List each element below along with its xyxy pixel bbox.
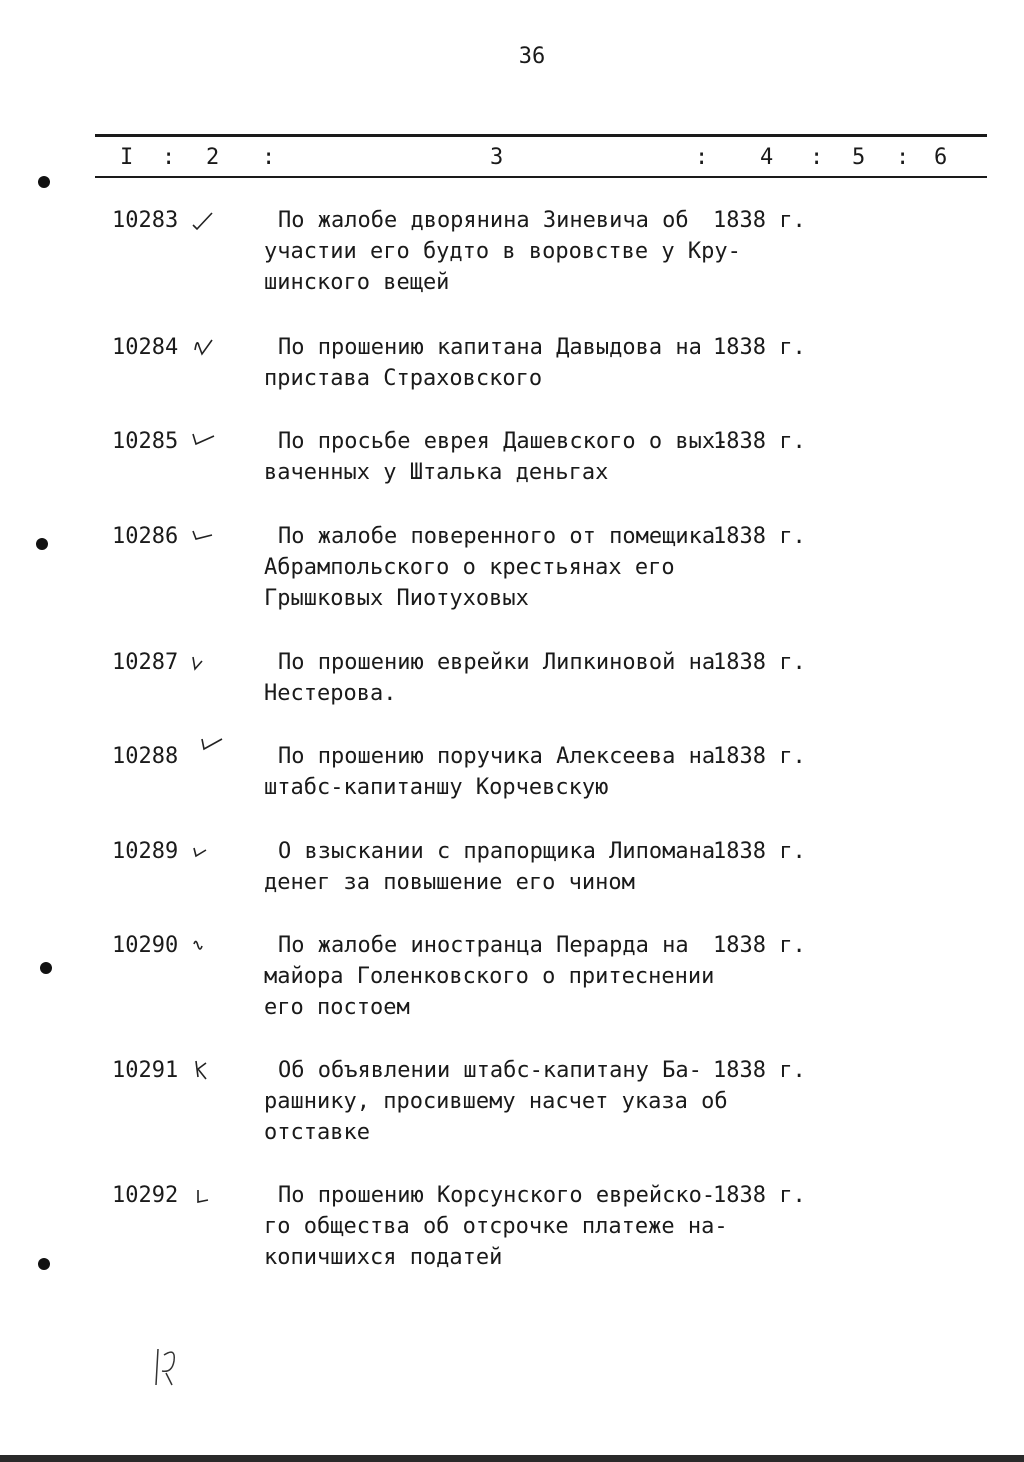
entry-title-line: рашнику, просившему насчет указа об xyxy=(264,1089,728,1114)
entry-number: 10291 xyxy=(112,1058,179,1083)
entry-number: 10290 xyxy=(112,933,179,958)
check-mark-icon xyxy=(198,735,224,759)
entry-title-line: По прошению Корсунского еврейско- xyxy=(278,1183,716,1208)
entry-title-line: участии его будто в воровстве у Кру- xyxy=(264,239,741,264)
entry-number: 10287 xyxy=(112,650,179,675)
punch-hole-mark xyxy=(40,962,52,974)
entry-number: 10292 xyxy=(112,1183,179,1208)
entry-title-line: его постоем xyxy=(264,995,410,1020)
punch-hole-mark xyxy=(36,538,48,550)
header-sep-4: : xyxy=(810,145,824,170)
entry-year: 1838 г. xyxy=(713,1183,806,1208)
entry-title-line: денег за повышение его чином xyxy=(264,870,635,895)
check-mark-icon xyxy=(190,838,216,862)
entry-title-line: По прошению капитана Давыдова на xyxy=(278,335,702,360)
header-rule-top xyxy=(95,134,987,137)
entry-title-line: По прошению поручика Алексеева на xyxy=(278,744,716,769)
check-mark-icon xyxy=(190,334,216,358)
entry-title-line: По жалобе дворянина Зиневича об xyxy=(278,208,689,233)
check-mark-icon xyxy=(190,1057,216,1081)
entry-title-line: пристава Страховского xyxy=(264,366,543,391)
entry-title-line: По жалобе иностранца Перарда на xyxy=(278,933,689,958)
entry-year: 1838 г. xyxy=(713,839,806,864)
entry-year: 1838 г. xyxy=(713,744,806,769)
entry-title-line: го общества об отсрочке платеже на- xyxy=(264,1214,728,1239)
header-col-3: 3 xyxy=(490,145,504,170)
header-col-4: 4 xyxy=(760,145,774,170)
punch-hole-mark xyxy=(38,176,50,188)
entry-title-line: По прошению еврейки Липкиновой на xyxy=(278,650,716,675)
entry-title-line: майора Голенковского о притеснении xyxy=(264,964,715,989)
punch-hole-mark xyxy=(38,1258,50,1270)
check-mark-icon xyxy=(190,207,216,231)
entry-year: 1838 г. xyxy=(713,650,806,675)
entry-number: 10288 xyxy=(112,744,179,769)
page-number: 36 xyxy=(518,44,546,69)
header-col-2: 2 xyxy=(206,145,220,170)
entry-year: 1838 г. xyxy=(713,429,806,454)
scan-bottom-edge xyxy=(0,1455,1024,1462)
header-sep-3: : xyxy=(695,145,709,170)
entry-year: 1838 г. xyxy=(713,524,806,549)
entry-title-line: отставке xyxy=(264,1120,370,1145)
entry-title-line: О взыскании с прапорщика Липомана xyxy=(278,839,716,864)
entry-number: 10286 xyxy=(112,524,179,549)
entry-year: 1838 г. xyxy=(713,208,806,233)
entry-number: 10285 xyxy=(112,429,179,454)
entry-year: 1838 г. xyxy=(713,1058,806,1083)
entry-title-line: Об объявлении штабс-капитану Ба- xyxy=(278,1058,702,1083)
entry-title-line: По жалобе поверенного от помещика xyxy=(278,524,716,549)
entry-year: 1838 г. xyxy=(713,335,806,360)
entry-title-line: Нестерова. xyxy=(264,681,397,706)
entry-title-line: штабс-капитаншу Корчевскую xyxy=(264,775,609,800)
header-col-1: I xyxy=(120,145,134,170)
header-rule-bottom xyxy=(95,176,987,178)
entry-title-line: шинского вещей xyxy=(264,270,450,295)
entry-title-line: Абрампольского о крестьянах его xyxy=(264,555,675,580)
entry-number: 10284 xyxy=(112,335,179,360)
header-sep-1: : xyxy=(162,145,176,170)
entry-year: 1838 г. xyxy=(713,933,806,958)
check-mark-icon xyxy=(190,428,216,452)
check-mark-icon xyxy=(190,932,216,956)
entry-title-line: ваченных у Шталька деньгах xyxy=(264,460,609,485)
entry-title-line: Грышковых Пиотуховых xyxy=(264,586,529,611)
entry-number: 10289 xyxy=(112,839,179,864)
entry-title-line: По просьбе еврея Дашевского о вых- xyxy=(278,429,729,454)
header-sep-5: : xyxy=(896,145,910,170)
header-col-6: 6 xyxy=(934,145,948,170)
entry-title-line: копичшихся податей xyxy=(264,1245,503,1270)
check-mark-icon xyxy=(190,523,216,547)
header-sep-2: : xyxy=(262,145,276,170)
entry-number: 10283 xyxy=(112,208,179,233)
header-col-5: 5 xyxy=(852,145,866,170)
handwritten-scribble-icon xyxy=(150,1345,186,1391)
check-mark-icon xyxy=(190,649,216,673)
check-mark-icon xyxy=(190,1182,216,1206)
